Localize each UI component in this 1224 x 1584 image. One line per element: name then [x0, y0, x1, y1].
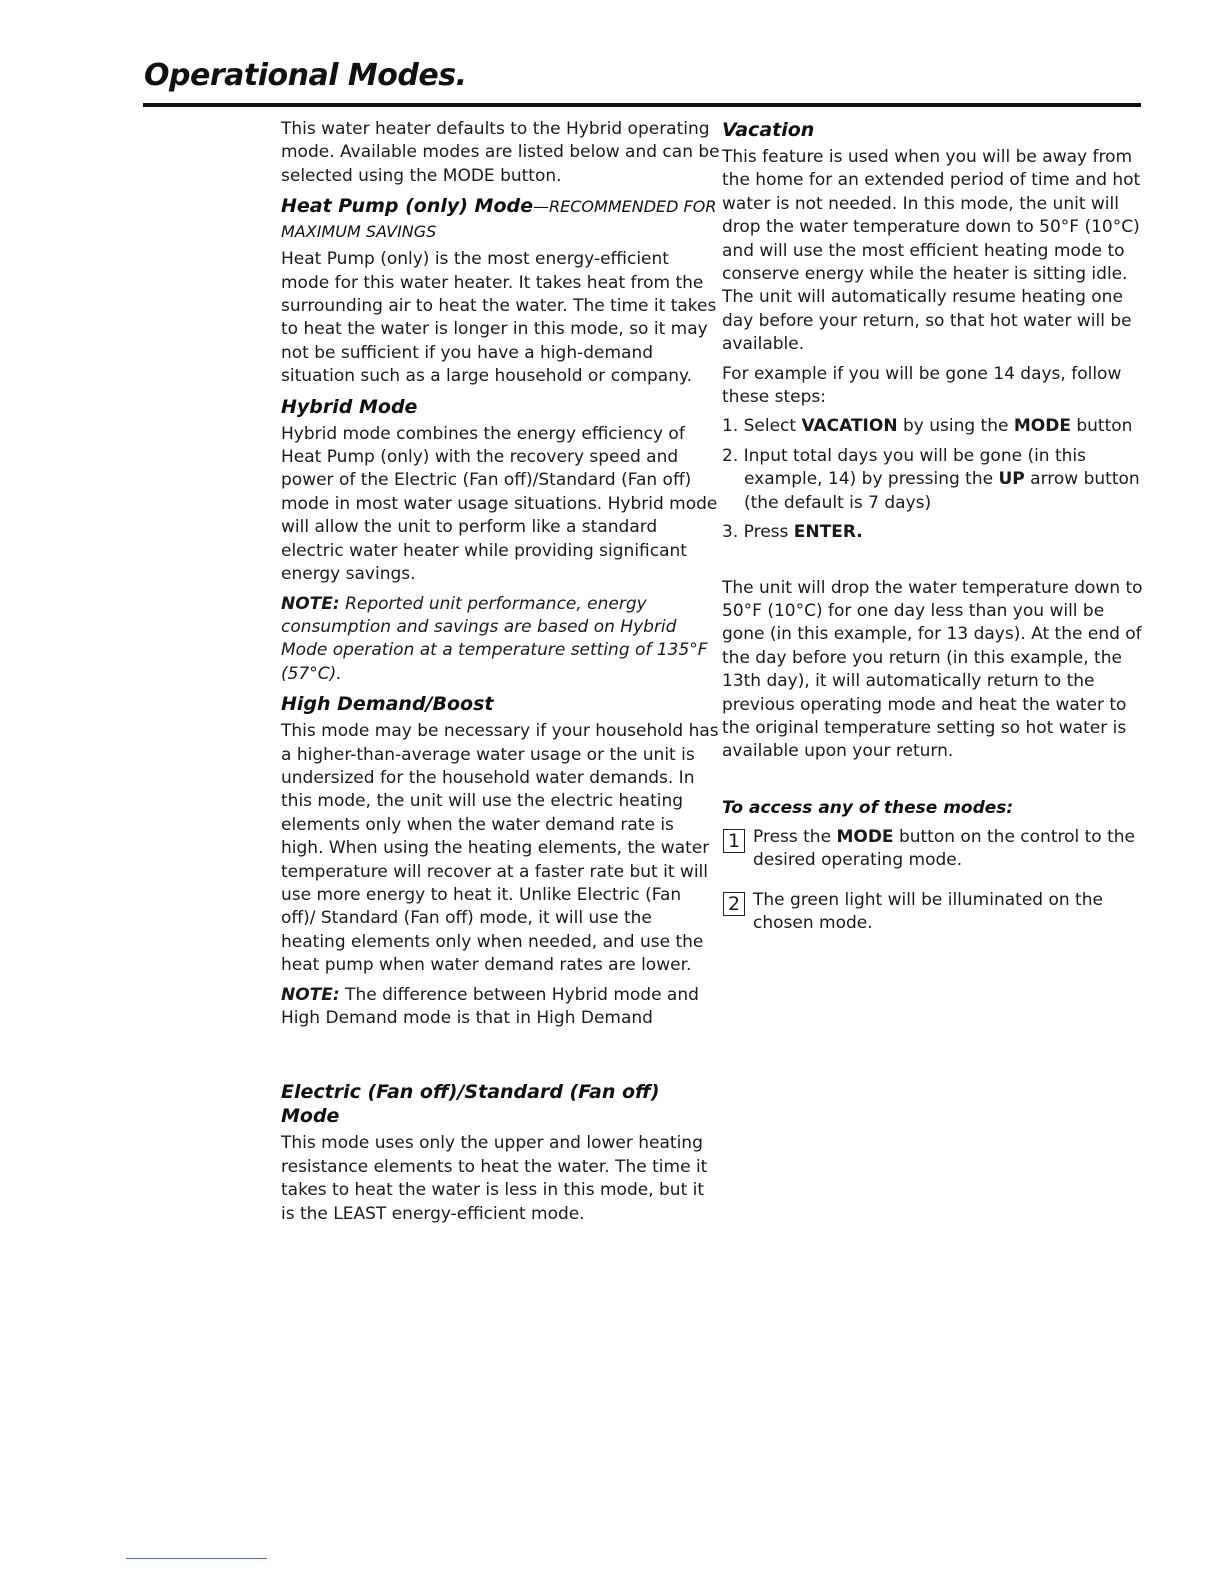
section-gap	[722, 551, 1147, 577]
hybrid-heading: Hybrid Mode	[281, 395, 418, 418]
vacation-example: For example if you will be gone 14 days, follow these steps:	[722, 363, 1122, 408]
access-step-1-kw-mode: MODE	[836, 826, 894, 847]
page-title: Operational Modes.	[144, 58, 467, 93]
step-2-pre: 2. Input total days you will be gone (in this example, 14) by pressing the	[722, 445, 1087, 490]
access-step-2-text: The green light will be illuminated on the chosen mode.	[753, 889, 1103, 933]
electric-body: This mode uses only the upper and lower heating resistance elements to heat the water. The time it takes to heat the water is less in this mode, but it is the LEAST energy-efficient mode.	[281, 1133, 708, 1224]
vacation-step-3	[722, 521, 1147, 544]
step-number-box-1: 1	[723, 829, 745, 853]
step-number-box-2: 2	[723, 892, 745, 916]
title-rule	[143, 103, 1141, 107]
heat-pump-heading-text: Heat Pump (only) Mode	[281, 195, 534, 218]
high-demand-body: This mode may be necessary if your household has a higher-than-average water usage or the unit is undersized for the household water demands. In this mode, the unit will use the electric heating elements only when the water demand rate is high. When using the heating elements, the water temperature will recover at a faster rate but it will use more energy to heat it. Unlike Electric (Fan off)/ Standard (Fan off) mode, it will use the heating elements only when needed, and use the heat pump when water demand rates are lower.	[281, 721, 719, 976]
step-1-post: button	[1070, 416, 1133, 437]
step-1-pre: 1. Select	[722, 416, 802, 437]
section-gap	[281, 1036, 721, 1080]
vacation-step-1	[722, 415, 1147, 438]
hybrid-note-label: NOTE:	[281, 593, 340, 614]
heat-pump-body: Heat Pump (only) is the most energy-efficient mode for this water heater. It takes heat from the surrounding air to heat the water. The time it takes to heat the water is longer in this mode, so it may not be sufficient if you have a high-demand situation such as a large household or company.	[281, 249, 717, 387]
step-2-kw-up: UP	[998, 469, 1025, 490]
heat-pump-heading-suffix: —RECOMMENDED FOR MAXIMUM SAVINGS	[281, 197, 717, 242]
access-heading: To access any of these modes:	[722, 797, 1014, 818]
access-step-1-pre: Press the	[753, 826, 837, 847]
access-step-1-post: button on the control to the desired operating mode.	[753, 826, 1136, 871]
heat-pump-heading	[281, 194, 721, 244]
access-step-1	[722, 826, 1147, 873]
step-3-kw-enter: ENTER.	[793, 522, 863, 543]
step-1-kw-vacation: VACATION	[801, 416, 898, 437]
high-demand-note-label: NOTE:	[281, 984, 340, 1005]
vacation-step-2	[722, 445, 1147, 515]
vacation-heading: Vacation	[722, 119, 815, 141]
hybrid-body: Hybrid mode combines the energy efficiency of Heat Pump (only) with the recovery speed and power of the Electric (Fan off)/Standard (Fan off) mode in most water usage situations. Hybrid mode will allow the unit to perform like a standard electric water heater while providing significant energy savings.	[281, 423, 718, 585]
electric-heading: Electric (Fan off)/Standard (Fan off) Mode	[281, 1081, 660, 1128]
high-demand-heading: High Demand/Boost	[281, 693, 494, 716]
right-column	[722, 118, 1147, 951]
left-column	[281, 118, 721, 1232]
high-demand-note	[281, 984, 721, 1031]
hybrid-note-text: Reported unit performance, energy consumption and savings are based on Hybrid Mode operation at a temperature setting of 135°F (57°C).	[281, 593, 708, 684]
step-2-post: arrow button (the default is 7 days)	[744, 469, 1140, 513]
step-1-mid: by using the	[897, 416, 1014, 437]
step-1-kw-mode: MODE	[1013, 416, 1071, 437]
vacation-body: This feature is used when you will be away from the home for an extended period of time and hot water is not needed. In this mode, the unit will drop the water temperature down to 50°F (10°C) and will use the most efficient heating mode to conserve energy while the heater is sitting idle. The unit will automatically resume heating one day before your return, so that hot water will be available.	[722, 147, 1141, 355]
step-3-pre: 3. Press	[722, 522, 794, 543]
high-demand-note-text: The difference between Hybrid mode and High Demand mode is that in High Demand	[281, 984, 699, 1028]
hybrid-note	[281, 593, 721, 687]
access-step-2	[722, 889, 1147, 936]
vacation-result: The unit will drop the water temperature down to 50°F (10°C) for one day less than you will be gone (in this example, for 13 days). At the end of the day before you return (in this example, the 13th day), it will automatically return to the previous operating mode and heat the water to the original temperature setting so hot water is available upon your return.	[722, 577, 1143, 762]
section-gap	[722, 770, 1147, 796]
vacation-steps	[722, 415, 1147, 544]
footer-line	[126, 1558, 267, 1559]
intro-paragraph: This water heater defaults to the Hybrid operating mode. Available modes are listed below and can be selected using the MODE button.	[281, 119, 720, 186]
